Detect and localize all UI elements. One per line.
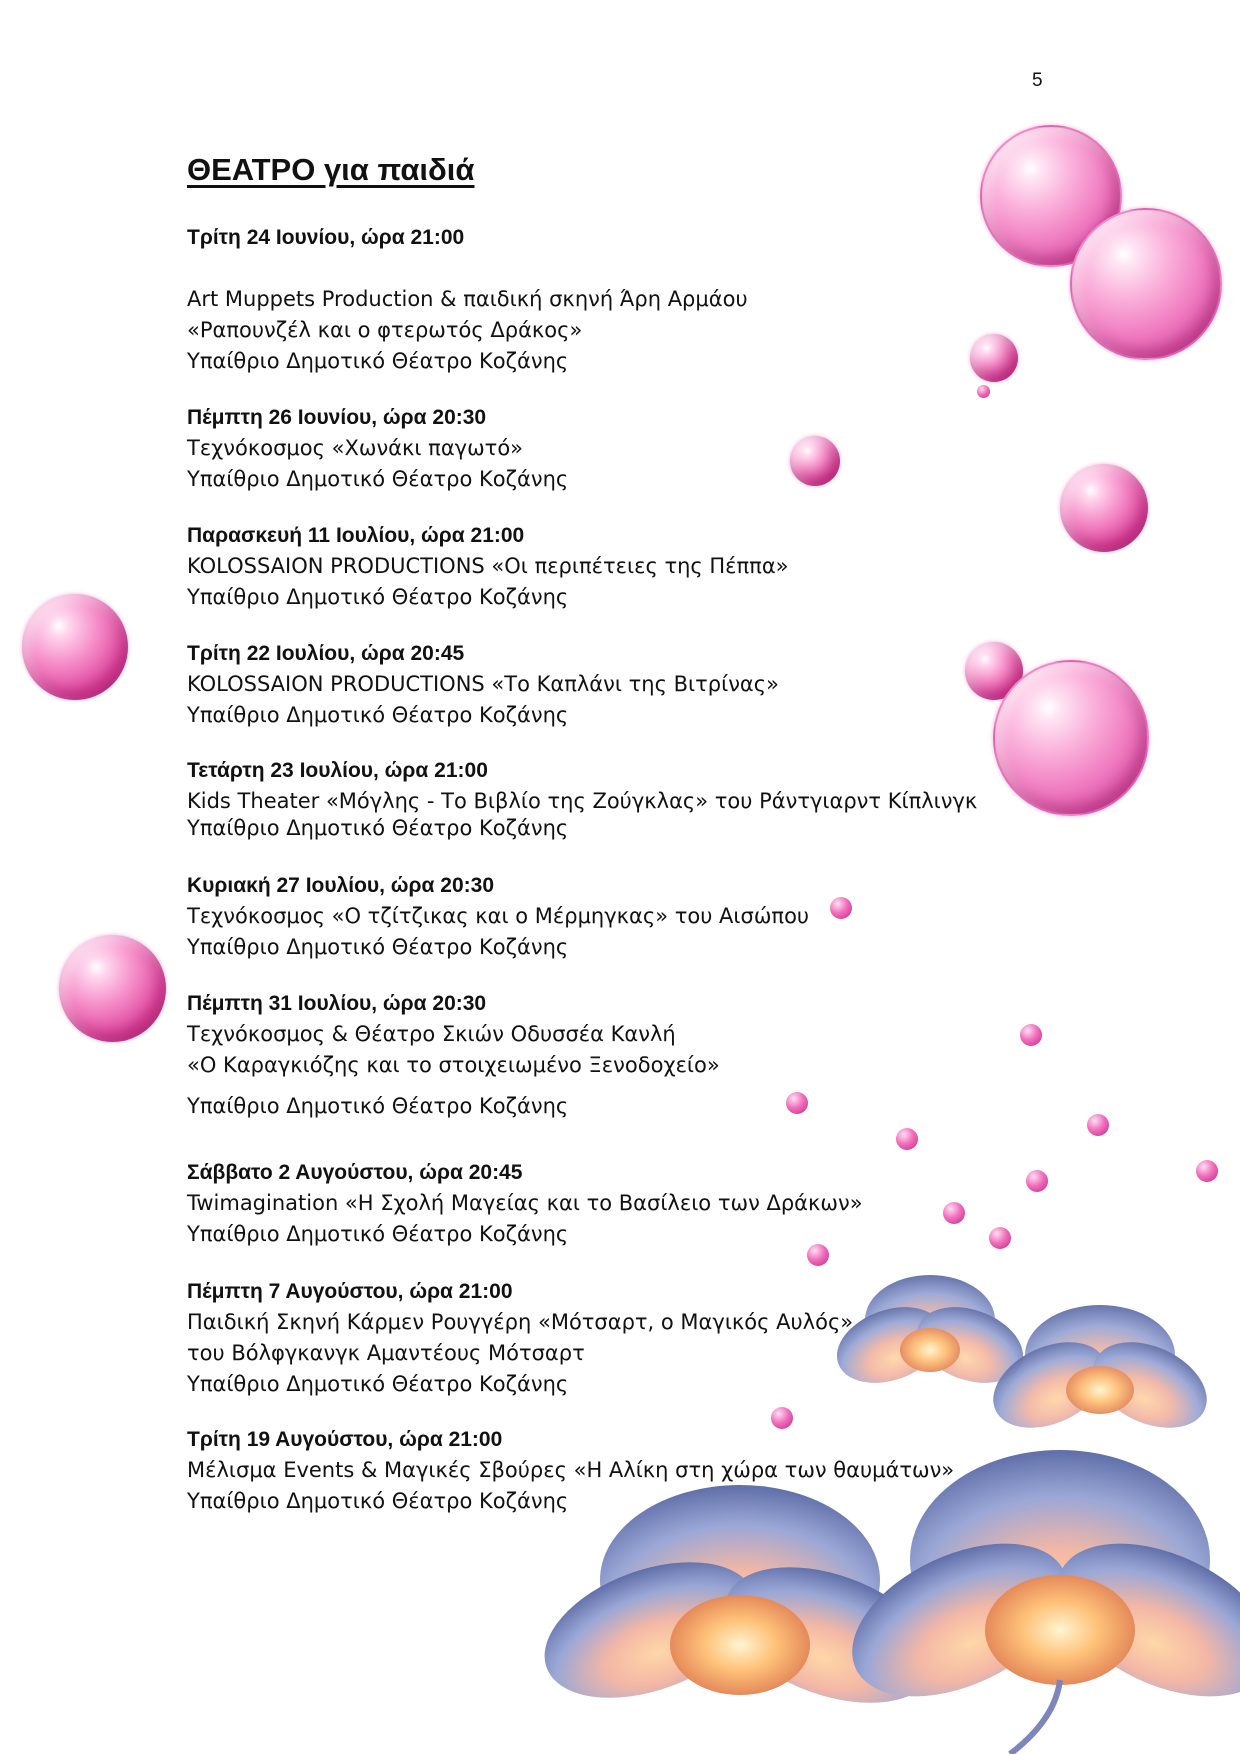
- event-date: Κυριακή 27 Ιουλίου, ώρα 20:30: [187, 874, 494, 897]
- event-venue: Υπαίθριο Δημοτικό Θέατρο Κοζάνης: [187, 935, 569, 959]
- event-venue: Υπαίθριο Δημοτικό Θέατρο Κοζάνης: [187, 1372, 569, 1396]
- event-entry: [187, 988, 1187, 1122]
- event-entry: [187, 870, 1187, 963]
- event-line: Μέλισμα Events & Μαγικές Σβούρες «Η Αλίκη στη χώρα των θαυμάτων»: [187, 1458, 955, 1482]
- bubble-decoration: [896, 1128, 918, 1150]
- event-entry: [187, 1157, 1187, 1250]
- bubble-decoration: [59, 935, 166, 1042]
- event-venue: Υπαίθριο Δημοτικό Θέατρο Κοζάνης: [187, 467, 569, 491]
- event-line: Kids Theater «Μόγλης - Το Βιβλίο της Ζούγκλας» του Ράντγιαρντ Κίπλινγκ: [187, 789, 978, 813]
- event-venue: Υπαίθριο Δημοτικό Θέατρο Κοζάνης: [187, 1489, 569, 1513]
- page-title: ΘΕΑΤΡΟ για παιδιά: [187, 152, 475, 187]
- event-line: του Βόλφγκανγκ Αμαντέους Μότσαρτ: [187, 1341, 585, 1365]
- event-line: «Ραπουνζέλ και ο φτερωτός Δράκος»: [187, 318, 583, 342]
- event-date: Τρίτη 24 Ιουνίου, ώρα 21:00: [187, 226, 465, 249]
- page-number: 5: [1032, 70, 1043, 91]
- event-date: Πέμπτη 26 Ιουνίου, ώρα 20:30: [187, 406, 487, 429]
- event-date: Σάββατο 2 Αυγούστου, ώρα 20:45: [187, 1161, 523, 1184]
- event-entry: [187, 755, 1187, 844]
- event-line: Τεχνόκοσμος «Ο τζίτζικας και ο Μέρμηγκας» του Αισώπου: [187, 904, 810, 928]
- event-line: Twimagination «Η Σχολή Μαγείας και το Βασίλειο των Δράκων»: [187, 1191, 863, 1215]
- event-entry: [187, 222, 1187, 377]
- event-entry: [187, 402, 1187, 495]
- bubble-decoration: [1196, 1160, 1218, 1182]
- event-line: Art Muppets Production & παιδική σκηνή Άρη Αρμάου: [187, 287, 748, 311]
- event-entry: [187, 520, 1187, 613]
- event-line: Παιδική Σκηνή Κάρμεν Ρουγγέρη «Μότσαρτ, ο Μαγικός Αυλός»: [187, 1310, 854, 1334]
- event-venue: Υπαίθριο Δημοτικό Θέατρο Κοζάνης: [187, 349, 569, 373]
- bubble-decoration: [22, 594, 128, 700]
- event-venue: Υπαίθριο Δημοτικό Θέατρο Κοζάνης: [187, 703, 569, 727]
- event-date: Παρασκευή 11 Ιουλίου, ώρα 21:00: [187, 524, 525, 547]
- event-venue: Υπαίθριο Δημοτικό Θέατρο Κοζάνης: [187, 1094, 569, 1118]
- event-entry: [187, 1424, 1187, 1517]
- event-venue: Υπαίθριο Δημοτικό Θέατρο Κοζάνης: [187, 816, 569, 840]
- event-date: Τρίτη 22 Ιουλίου, ώρα 20:45: [187, 642, 465, 665]
- event-line: KOLOSSAION PRODUCTIONS «Οι περιπέτειες της Πέππα»: [187, 554, 789, 578]
- event-venue: Υπαίθριο Δημοτικό Θέατρο Κοζάνης: [187, 585, 569, 609]
- event-entry: [187, 638, 1187, 731]
- event-line: «Ο Καραγκιόζης και το στοιχειωμένο Ξενοδοχείο»: [187, 1053, 720, 1077]
- event-line: Τεχνόκοσμος «Χωνάκι παγωτό»: [187, 436, 524, 460]
- event-date: Πέμπτη 7 Αυγούστου, ώρα 21:00: [187, 1280, 513, 1303]
- bubble-decoration: [977, 385, 990, 398]
- event-line: Τεχνόκοσμος & Θέατρο Σκιών Οδυσσέα Κανλή: [187, 1022, 676, 1046]
- event-date: Πέμπτη 31 Ιουλίου, ώρα 20:30: [187, 992, 487, 1015]
- event-date: Τετάρτη 23 Ιουλίου, ώρα 21:00: [187, 759, 488, 782]
- event-line: KOLOSSAION PRODUCTIONS «Το Καπλάνι της Βιτρίνας»: [187, 672, 779, 696]
- event-venue: Υπαίθριο Δημοτικό Θέατρο Κοζάνης: [187, 1222, 569, 1246]
- event-entry: [187, 1276, 1187, 1400]
- event-date: Τρίτη 19 Αυγούστου, ώρα 21:00: [187, 1428, 503, 1451]
